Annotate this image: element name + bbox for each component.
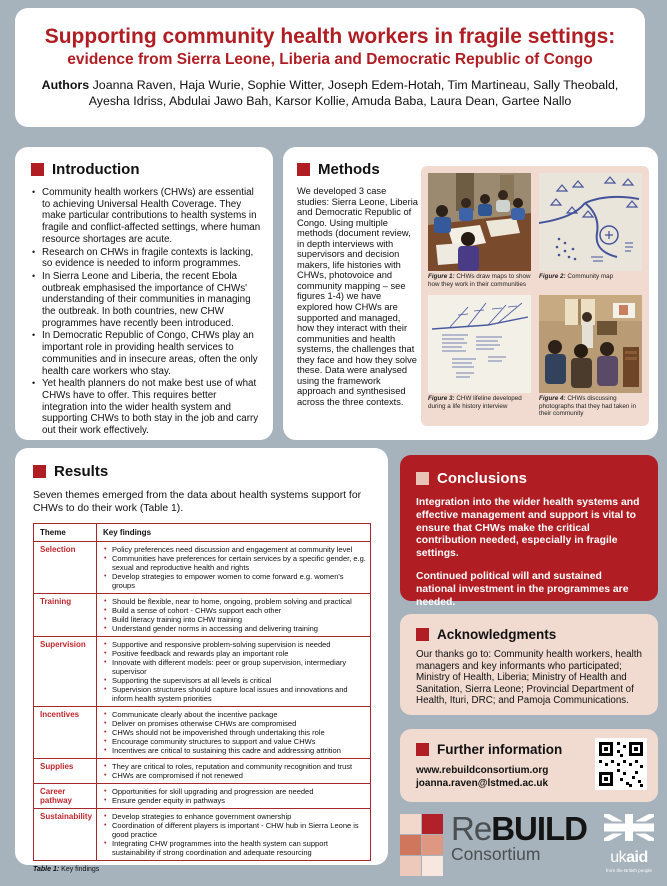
figure-3-caption: Figure 3: CHW lifeline developed during a life history interview — [428, 395, 522, 410]
further-information-section — [400, 729, 658, 802]
section-marker-icon — [416, 743, 429, 756]
intro-bullet: • In Democratic Republic of Congo, CHWs play an important role in providing health services to communities and in insecure areas, often the only health care workers who stay. — [31, 330, 261, 377]
ukaid-name: ukaid — [610, 849, 648, 866]
rebuild-consortium-logo — [400, 812, 587, 876]
conclusions-heading-row — [416, 470, 642, 487]
ukaid-logo — [603, 814, 655, 873]
acknowledgments-heading: Acknowledgments — [437, 627, 557, 642]
finding-item: • Supportive and responsive problem-solving supervision is needed — [103, 640, 366, 649]
finding-item: • CHWs are compromised if not renewed — [103, 771, 366, 780]
finding-item: • Integrating CHW programmes into the health system can support sustainability if strong coordination and adequate resourcing — [103, 839, 366, 857]
introduction-heading-row — [31, 161, 261, 178]
figure-1-label: Figure 1: — [428, 273, 455, 280]
finding-item: • They are critical to roles, reputation and community recognition and trust — [103, 762, 366, 771]
finding-item: • Develop strategies to empower women to come forward e.g. women's groups — [103, 572, 366, 590]
theme-label: Training — [34, 594, 97, 637]
finding-item: • CHWs should not be impoverished through undertaking this role — [103, 728, 366, 737]
theme-label: Career pathway — [34, 784, 97, 809]
figures-panel — [421, 166, 649, 426]
finding-item: • Ensure gender equity in pathways — [103, 796, 366, 805]
rebuild-re: Re — [451, 810, 492, 847]
figure-2-label: Figure 2: — [539, 273, 566, 280]
section-marker-icon — [31, 163, 44, 176]
acknowledgments-section — [400, 614, 658, 715]
table-row — [34, 637, 371, 707]
finding-item: • Should be flexible, near to home, ongoing, problem solving and practical — [103, 597, 366, 606]
conclusions-heading: Conclusions — [437, 470, 528, 487]
figure-4-label: Figure 4: — [539, 395, 566, 403]
rebuild-subtitle: Consortium — [451, 844, 541, 864]
intro-bullet: • Community health workers (CHWs) are essential to achieving Universal Health Coverage. They make particular contributions to health systems in fragile and conflict-affected settings, where human resource shortages are acute. — [31, 187, 261, 246]
section-marker-icon — [297, 163, 310, 176]
figure-2-photo — [539, 173, 642, 271]
rebuild-build: BUILD — [491, 810, 588, 847]
title-card — [15, 8, 645, 127]
figure-1 — [428, 173, 531, 289]
intro-bullet: • In Sierra Leone and Liberia, the recent Ebola outbreak emphasised the importance of CHWs' understanding of their communities in managing the outbreak. In both countries, new CHW programmes have recently been introduced. — [31, 271, 261, 330]
finding-item: • Coordination of different players is important - CHW hub in Sierra Leone is good practice — [103, 821, 366, 839]
methods-text: We developed 3 case studies: Sierra Leone, Liberia and Democratic Republic of Congo. Using multiple methods (document review, in depth interviews with supervisors and decision makers, life histories with CHWs, photovoice and community mapping – see figures 1-4) we have explored how CHWs are supported and managed, how they interact with their communities and health systems, the challenges that they face and how they solve these. Data were analysed using the framework approach and synthesised across the three contexts. — [297, 186, 418, 407]
figure-4 — [539, 295, 642, 419]
section-marker-icon — [416, 628, 429, 641]
table-header-row — [34, 524, 371, 542]
figure-1-photo — [428, 173, 531, 271]
findings-cell — [97, 809, 371, 861]
figure-3-photo — [428, 295, 531, 393]
theme-label: Supervision — [34, 637, 97, 707]
finding-item: • Policy preferences need discussion and engagement at community level — [103, 545, 366, 554]
col-header-key-findings: Key findings — [97, 524, 371, 542]
results-heading-row — [33, 463, 372, 480]
table-row — [34, 707, 371, 759]
page-subtitle: evidence from Sierra Leone, Liberia and Democratic Republic of Congo — [67, 50, 593, 68]
theme-label: Supplies — [34, 759, 97, 784]
figure-4-photo — [539, 295, 642, 393]
findings-cell — [97, 707, 371, 759]
email-link[interactable]: joanna.raven@lstmed.ac.uk — [416, 777, 549, 789]
introduction-list — [31, 187, 261, 437]
authors-names: Joanna Raven, Haja Wurie, Sophie Witter, Joseph Edem-Hotah, Tim Martineau, Sally Theobald, Ayesha Idriss, Abdulai Jawo Bah, Karsor Kollie, Amuda Baba, Laura Dean, Gartee Nallo — [88, 78, 619, 108]
theme-label: Sustainability — [34, 809, 97, 861]
figure-3-label: Figure 3: — [428, 395, 455, 403]
findings-cell — [97, 542, 371, 594]
figure-2-caption: Figure 2: Community map — [539, 273, 614, 280]
finding-item: • Understand gender norms in accessing and delivering training — [103, 624, 366, 633]
table-row — [34, 759, 371, 784]
col-header-theme: Theme — [34, 524, 97, 542]
ukaid-tagline: from the British people — [606, 868, 652, 873]
rebuild-logo-text — [451, 812, 587, 864]
conclusions-section — [400, 455, 658, 608]
findings-cell — [97, 784, 371, 809]
table-caption-label: Table 1: — [33, 866, 60, 873]
figure-3 — [428, 295, 531, 419]
findings-cell — [97, 637, 371, 707]
rebuild-logo-mark-icon — [400, 814, 443, 876]
page-title: Supporting community health workers in fragile settings: — [44, 25, 616, 48]
finding-item: • Supervision structures should capture local issues and innovations and inform health system priorities — [103, 685, 366, 703]
findings-cell — [97, 759, 371, 784]
table-caption: Table 1: Key findings — [33, 866, 100, 873]
theme-label: Selection — [34, 542, 97, 594]
authors-line — [30, 78, 630, 109]
methods-heading: Methods — [318, 161, 380, 178]
finding-item: • Build a sense of cohort - CHWs support each other — [103, 606, 366, 615]
intro-bullet: • Research on CHWs in fragile contexts is lacking, so evidence is needed to inform programmes. — [31, 247, 261, 270]
findings-cell — [97, 594, 371, 637]
findings-table-body — [34, 542, 371, 861]
finding-item: • Communicate clearly about the incentive package — [103, 710, 366, 719]
table-row — [34, 594, 371, 637]
finding-item: • Incentives are critical to sustaining this cadre and addressing attrition — [103, 746, 366, 755]
figure-4-caption: Figure 4: CHWs discussing photographs that they had taken in their community — [539, 395, 636, 418]
finding-item: • Develop strategies to enhance government ownership — [103, 812, 366, 821]
figure-2 — [539, 173, 642, 289]
acknowledgments-heading-row — [416, 627, 644, 642]
theme-label: Incentives — [34, 707, 97, 759]
finding-item: • Positive feedback and rewards play an important role — [103, 649, 366, 658]
section-marker-icon — [416, 472, 429, 485]
findings-table — [33, 523, 371, 861]
introduction-section — [15, 147, 273, 440]
qr-code — [595, 738, 647, 790]
results-section — [15, 448, 388, 873]
website-link[interactable]: www.rebuildconsortium.org — [416, 765, 549, 776]
acknowledgments-text: Our thanks go to: Community health workers, health managers and key informants who participated; Ministry of Health, Liberia; Ministry of Health and Sanitation, Sierra Leone; Provincial Department of Health, Ituri, DRC; and Pamoja Communications. — [416, 649, 642, 707]
authors-label: Authors — [41, 78, 90, 93]
further-information-heading: Further information — [437, 742, 563, 757]
finding-item: • Communities have preferences for certain services by a specific gender, e.g. sexual and reproductive health and rights — [103, 554, 366, 572]
finding-item: • Encourage community structures to support and value CHWs — [103, 737, 366, 746]
figure-1-caption: Figure 1: CHWs draw maps to show how they work in their communities — [428, 273, 531, 288]
section-marker-icon — [33, 465, 46, 478]
finding-item: • Supporting the supervisors at all levels is critical — [103, 676, 366, 685]
results-heading: Results — [54, 463, 109, 480]
finding-item: • Build literacy training into CHW training — [103, 615, 366, 624]
table-row — [34, 809, 371, 861]
conclusions-paragraph: Integration into the wider health systems and effective management and support is vital to ensure that CHWs make the critical contribution needed, especially in fragile settings. — [416, 497, 640, 560]
table-row — [34, 784, 371, 809]
finding-item: • Deliver on promises otherwise CHWs are compromised — [103, 719, 366, 728]
intro-bullet: • Yet health planners do not make best use of what CHWs have to offer. This requires better integration into the wider health system and supporting CHWs to both stay in the job and carry out their work effectively. — [31, 378, 261, 437]
results-intro: Seven themes emerged from the data about health systems support for CHWs to do their work (Table 1). — [33, 490, 362, 514]
union-jack-icon — [604, 814, 654, 841]
conclusions-paragraph: Continued political will and sustained national investment in the programmes are needed. — [416, 570, 629, 608]
table-row — [34, 542, 371, 594]
finding-item: • Opportunities for skill upgrading and progression are needed — [103, 787, 366, 796]
finding-item: • Innovate with different models: peer or group supervision, intermediary supervisor — [103, 658, 366, 676]
methods-section — [283, 147, 658, 440]
introduction-heading: Introduction — [52, 161, 140, 178]
